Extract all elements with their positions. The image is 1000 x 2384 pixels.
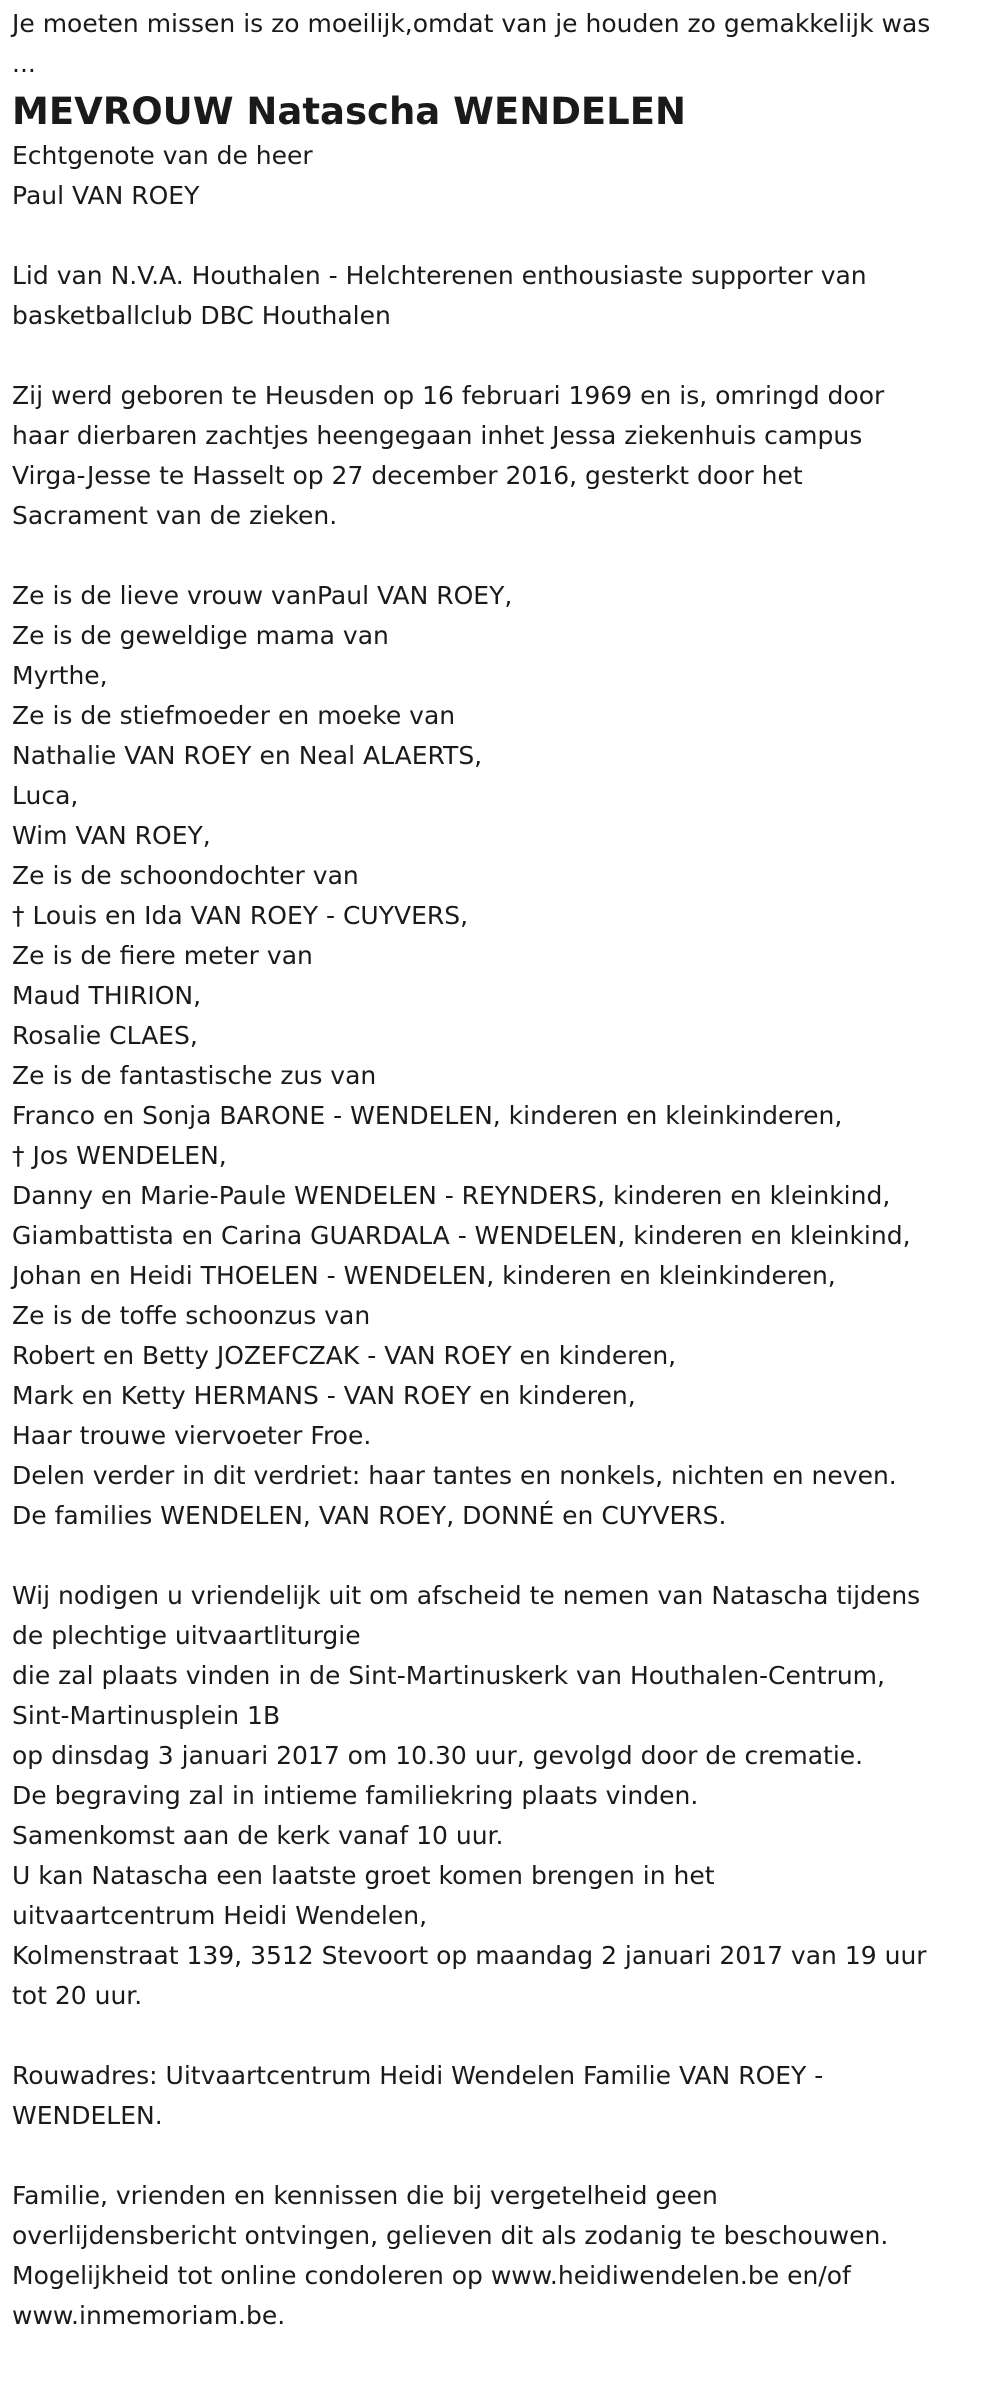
family-line: Franco en Sonja BARONE - WENDELEN, kinderen en kleinkinderen, xyxy=(12,1101,843,1130)
family-line: Wim VAN ROEY, xyxy=(12,821,211,850)
funeral-line: Sint-Martinusplein 1B xyxy=(12,1701,281,1730)
membership-line: Lid van N.V.A. Houthalen - Helchterenen enthousiaste supporter van xyxy=(12,261,867,290)
family-line: Myrthe, xyxy=(12,661,108,690)
family-line: Ze is de geweldige mama van xyxy=(12,621,389,650)
intro-line: ... xyxy=(12,49,36,78)
family-line: Haar trouwe viervoeter Froe. xyxy=(12,1421,372,1450)
family-line: Ze is de schoondochter van xyxy=(12,861,359,890)
funeral-line: Kolmenstraat 139, 3512 Stevoort op maandag 2 januari 2017 van 19 uur xyxy=(12,1941,927,1970)
family-line: Ze is de toffe schoonzus van xyxy=(12,1301,371,1330)
funeral-line: op dinsdag 3 januari 2017 om 10.30 uur, gevolgd door de crematie. xyxy=(12,1741,864,1770)
closing-line: overlijdensbericht ontvingen, gelieven dit als zodanig te beschouwen. xyxy=(12,2221,889,2250)
family-line: Delen verder in dit verdriet: haar tantes en nonkels, nichten en neven. xyxy=(12,1461,897,1490)
family-line: † Louis en Ida VAN ROEY - CUYVERS, xyxy=(12,901,469,930)
birth-death-line: Virga-Jesse te Hasselt op 27 december 2016, gesterkt door het xyxy=(12,461,803,490)
funeral-line: tot 20 uur. xyxy=(12,1981,143,2010)
family-line: Ze is de lieve vrouw vanPaul VAN ROEY, xyxy=(12,581,513,610)
family-line: Luca, xyxy=(12,781,79,810)
intro-line: Je moeten missen is zo moeilijk,omdat van je houden zo gemakkelijk was xyxy=(12,9,931,38)
funeral-section xyxy=(12,1576,988,2016)
spouse-section xyxy=(12,136,988,216)
section-gap xyxy=(12,1536,988,1576)
family-line: Ze is de stiefmoeder en moeke van xyxy=(12,701,456,730)
funeral-line: uitvaartcentrum Heidi Wendelen, xyxy=(12,1901,428,1930)
family-line: Danny en Marie-Paule WENDELEN - REYNDERS, kinderen en kleinkind, xyxy=(12,1181,891,1210)
intro-quote xyxy=(12,4,988,84)
address-line: WENDELEN. xyxy=(12,2101,163,2130)
section-gap xyxy=(12,216,988,256)
family-line: Rosalie CLAES, xyxy=(12,1021,198,1050)
family-line: Giambattista en Carina GUARDALA - WENDELEN, kinderen en kleinkind, xyxy=(12,1221,911,1250)
family-line: Johan en Heidi THOELEN - WENDELEN, kinderen en kleinkinderen, xyxy=(12,1261,836,1290)
birth-death-line: Sacrament van de zieken. xyxy=(12,501,338,530)
birth-death-section xyxy=(12,376,988,536)
membership-section xyxy=(12,256,988,336)
spouse-line: Echtgenote van de heer xyxy=(12,141,313,170)
deceased-name-title: MEVROUW Natascha WENDELEN xyxy=(12,90,687,133)
family-line: De families WENDELEN, VAN ROEY, DONNÉ en CUYVERS. xyxy=(12,1501,727,1530)
funeral-line: Samenkomst aan de kerk vanaf 10 uur. xyxy=(12,1821,504,1850)
section-gap xyxy=(12,336,988,376)
section-gap xyxy=(12,536,988,576)
funeral-line: U kan Natascha een laatste groet komen brengen in het xyxy=(12,1861,715,1890)
birth-death-line: Zij werd geboren te Heusden op 16 februari 1969 en is, omringd door xyxy=(12,381,885,410)
funeral-line: de plechtige uitvaartliturgie xyxy=(12,1621,361,1650)
section-gap xyxy=(12,2136,988,2176)
family-line: † Jos WENDELEN, xyxy=(12,1141,227,1170)
family-section xyxy=(12,576,988,1536)
address-line: Rouwadres: Uitvaartcentrum Heidi Wendelen Familie VAN ROEY - xyxy=(12,2061,824,2090)
address-section xyxy=(12,2056,988,2136)
family-line: Maud THIRION, xyxy=(12,981,202,1010)
closing-line: Familie, vrienden en kennissen die bij vergetelheid geen xyxy=(12,2181,718,2210)
birth-death-line: haar dierbaren zachtjes heengegaan inhet Jessa ziekenhuis campus xyxy=(12,421,863,450)
closing-section xyxy=(12,2176,988,2336)
family-line: Ze is de fantastische zus van xyxy=(12,1061,377,1090)
section-gap xyxy=(12,2016,988,2056)
funeral-line: Wij nodigen u vriendelijk uit om afscheid te nemen van Natascha tijdens xyxy=(12,1581,921,1610)
family-line: Mark en Ketty HERMANS - VAN ROEY en kinderen, xyxy=(12,1381,636,1410)
family-line: Nathalie VAN ROEY en Neal ALAERTS, xyxy=(12,741,483,770)
closing-line: Mogelijkheid tot online condoleren op www.heidiwendelen.be en/of xyxy=(12,2261,851,2290)
family-line: Ze is de fiere meter van xyxy=(12,941,313,970)
funeral-line: De begraving zal in intieme familiekring plaats vinden. xyxy=(12,1781,699,1810)
family-line: Robert en Betty JOZEFCZAK - VAN ROEY en kinderen, xyxy=(12,1341,677,1370)
spouse-line: Paul VAN ROEY xyxy=(12,181,200,210)
closing-line: www.inmemoriam.be. xyxy=(12,2301,286,2330)
membership-line: basketballclub DBC Houthalen xyxy=(12,301,391,330)
funeral-line: die zal plaats vinden in de Sint-Martinuskerk van Houthalen-Centrum, xyxy=(12,1661,885,1690)
